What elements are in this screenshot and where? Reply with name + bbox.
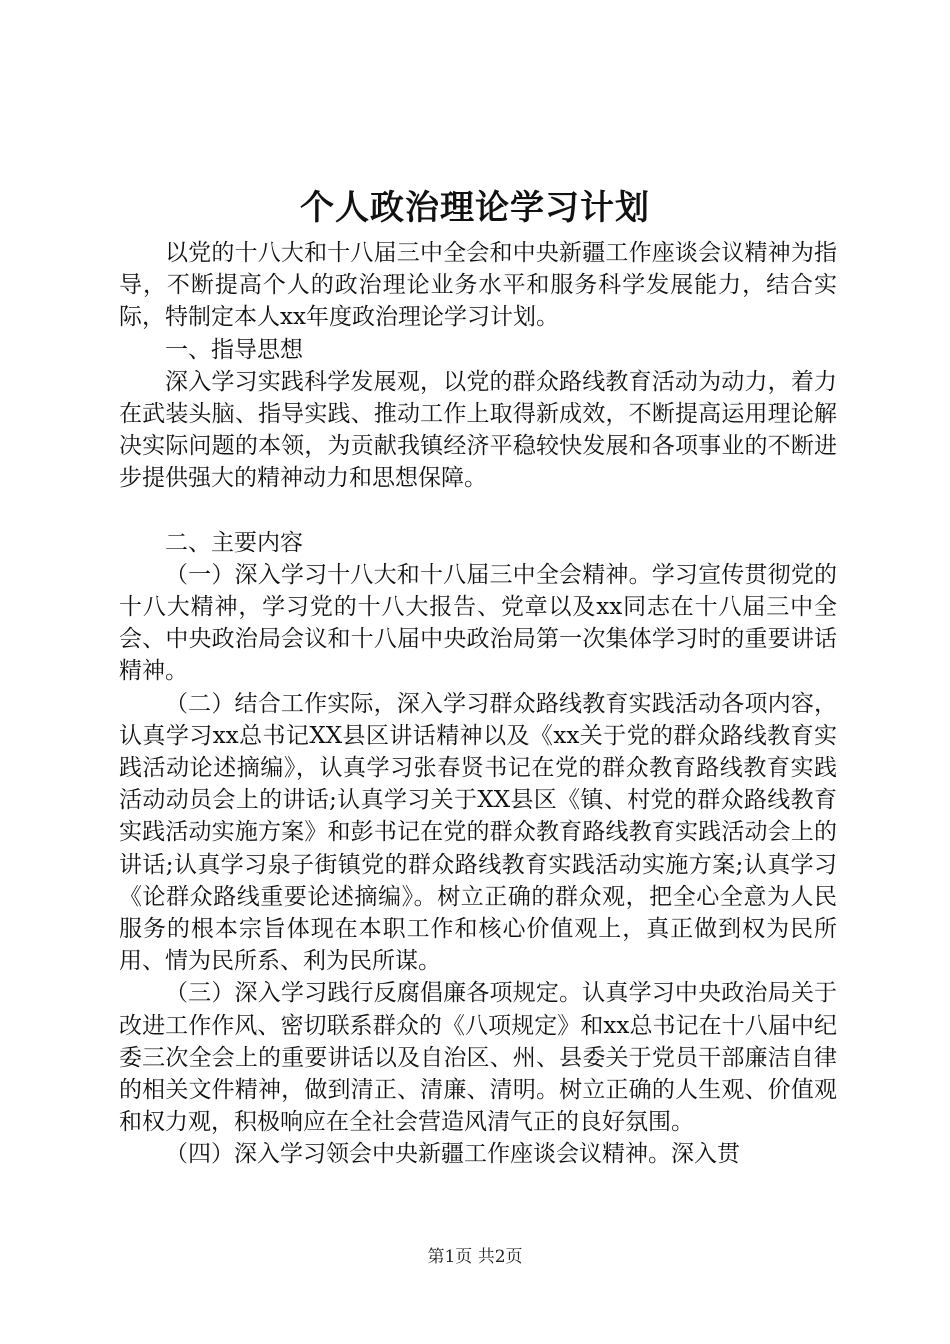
page-number-footer: 第1页 共2页 xyxy=(427,1247,523,1267)
guiding-thought-paragraph: 深入学习实践科学发展观，以党的群众路线教育活动为动力，着力在武装头脑、指导实践、推动工作上取得新成效，不断提高运用理论解决实际问题的本领，为贡献我镇经济平稳较快发展和各项事业的不断进步提供强大的精神动力和思想保障。 xyxy=(119,368,837,492)
intro-paragraph: 以党的十八大和十八届三中全会和中央新疆工作座谈会议精神为指导，不断提高个人的政治理论业务水平和服务科学发展能力，结合实际，特制定本人xx年度政治理论学习计划。 xyxy=(119,240,837,331)
document-body xyxy=(119,237,837,1171)
document-title: 个人政治理论学习计划 xyxy=(300,188,650,228)
section-heading-guiding-thought: 一、指导思想 xyxy=(165,336,303,363)
content-item-2: （二）结合工作实际，深入学习群众路线教育实践活动各项内容，认真学习xx总书记XX县区讲话精神以及《xx关于党的群众路线教育实践活动论述摘编》，认真学习张春贤书记在党的群众教育路线教育实践活动动员会上的讲话;认真学习关于XX县区《镇、村党的群众路线教育实践活动实施方案》和彭书记在党的群众教育路线教育实践活动会上的讲话;认真学习泉子街镇党的群众路线教育实践活动实施方案;认真学习《论群众路线重要论述摘编》。树立正确的群众观，把全心全意为人民服务的根本宗旨体现在本职工作和核心价值观上，真正做到权为民所用、情为民所系、利为民所谋。 xyxy=(119,690,837,975)
content-item-3: （三）深入学习践行反腐倡廉各项规定。认真学习中央政治局关于改进工作作风、密切联系群众的《八项规定》和xx总书记在十八届中纪委三次全会上的重要讲话以及自治区、州、县委关于党员干部廉洁自律的相关文件精神，做到清正、清廉、清明。树立正确的人生观、价值观和权力观，积极响应在全社会营造风清气正的良好氛围。 xyxy=(119,980,837,1136)
content-item-1: （一）深入学习十八大和十八届三中全会精神。学习宣传贯彻党的十八大精神，学习党的十八大报告、党章以及xx同志在十八届三中全会、中央政治局会议和十八届中央政治局第一次集体学习时的重要讲话精神。 xyxy=(119,561,837,685)
section-heading-main-content: 二、主要内容 xyxy=(165,529,303,556)
content-item-4: （四）深入学习领会中央新疆工作座谈会议精神。深入贯 xyxy=(165,1141,740,1168)
